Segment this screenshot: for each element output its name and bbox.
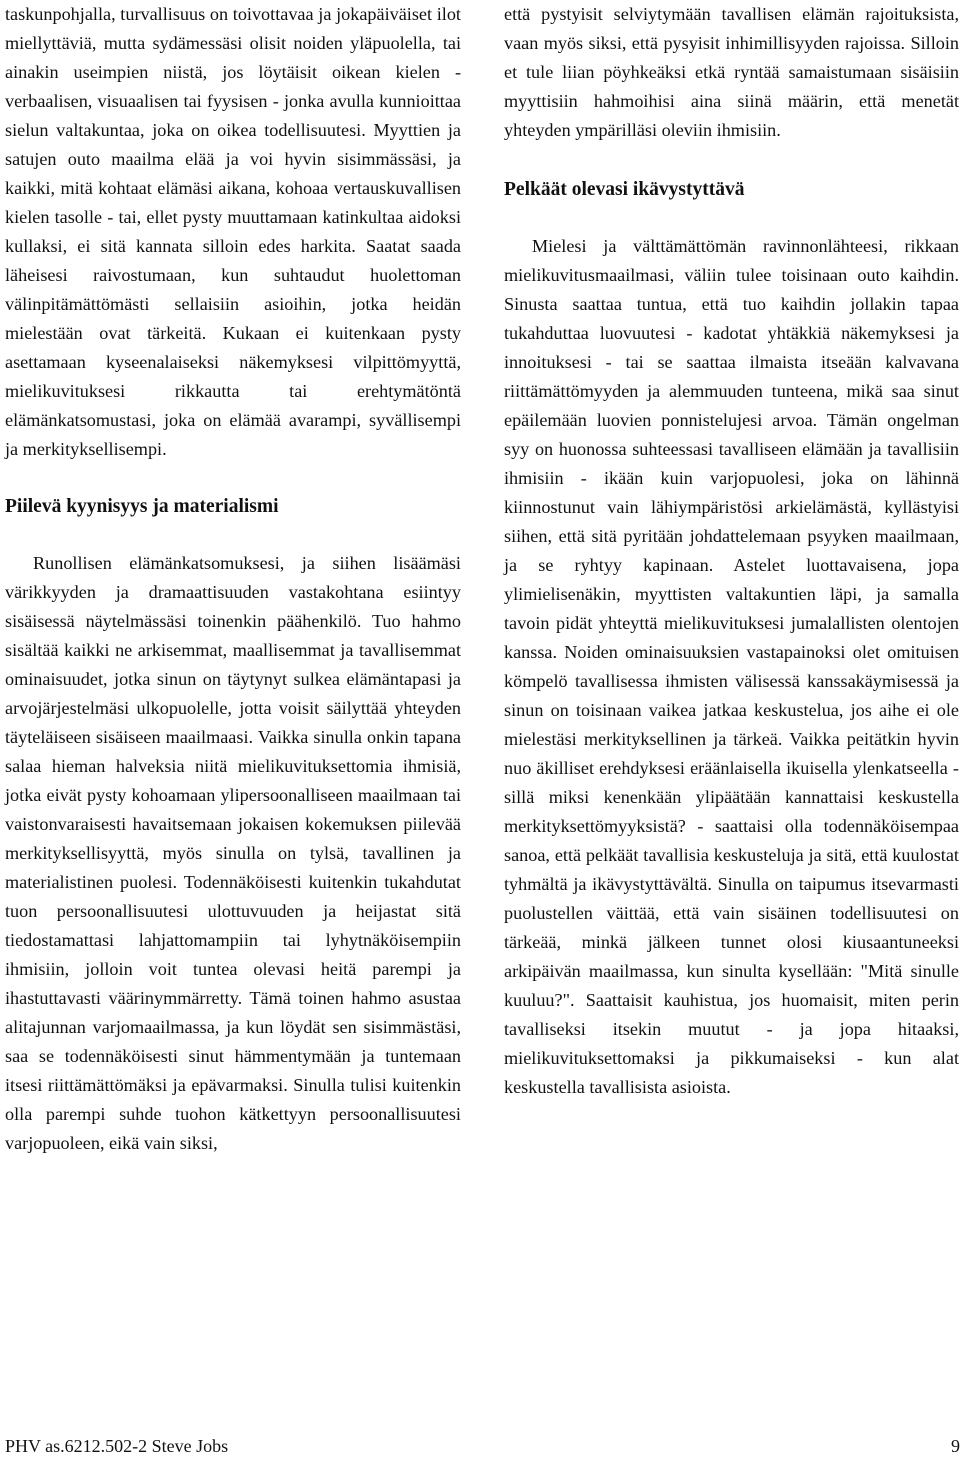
right-column: [504, 0, 959, 1102]
section-heading-cynicism: Piilevä kyynisyys ja materialismi: [5, 496, 279, 517]
right-paragraph-1: että pystyisit selviytymään tavallisen elämän rajoituksista, vaan myös siksi, että pysyisit inhimillisyyden rajoissa. Silloin et tule liian pöyhkeäksi etkä ryntää samaistumaan sisäisiin myyttisiin hahmoihisi aina siinä määrin, että menetät yhteyden ympärilläsi oleviin ihmisiin.: [504, 4, 959, 140]
section-heading-boring: Pelkäät olevasi ikävystyttävä: [504, 179, 745, 200]
right-paragraph-2: Mielesi ja välttämättömän ravinnonlähteesi, rikkaan mielikuvitusmaailmasi, väliin tulee toisinaan outo kaihdin. Sinusta saattaa tuntua, että tuo kaihdin jollakin tapaa tukahduttaa luovuutesi - kadotat yhtäkkiä näkemyksesi ja innoituksesi - tai se saattaa ilmaista itseään kalvavana riittämättömyyden ja alemmuuden tunteena, mikä saa sinut epäilemään luovien ponnistelujesi arvoa. Tämän ongelman syy on huonossa suhteessasi tavalliseen elämään ja tavallisiin ihmisiin - ikään kuin varjopuolesi, joka on lähinnä kiinnostunut vain lähiympäristösi arkielämästä, kyllästyisi siihen, että sitä pyritään johdattelemaan psyyken maailmaan, ja se ryhtyy kapinaan. Astelet luottavaisena, jopa ylimielisenäkin, myyttisten valtakuntien läpi, ja samalla tavoin pidät yhteyttä mielikuvituksesi jumalallisten olentojen kanssa. Noiden ominaisuuksien vastapainoksi olet omituisen kömpelö tavallisessa ihmisten välisessä kanssakäymisessä ja sinun on toisinaan vaikea jatkaa keskustelua, jos aihe ei ole mielestäsi merkityksellinen ja tärkeä. Vaikka peitätkin hyvin nuo äkilliset erehdyksesi eräänlaisella ikuisella ylenkatseella - sillä miksi kenenkään ylipäätään kannattaisi keskustella merkityksettömyyksistä? - saattaisi olla todennäköisempaa sanoa, että pelkäät tavallisia keskusteluja ja sitä, että kuulostat tyhmältä ja ikävystyttävältä. Sinulla on taipumus itsevarmasti puolustellen väittää, että vain sisäinen todellisuutesi on tärkeää, minkä jälkeen tunnet olosi kiusaantuneeksi arkipäivän maailmassa, kun sinulta kysellään: "Mitä sinulle kuuluu?". Saattaisit kauhistua, jos huomaisit, miten perin tavalliseksi itsekin muutut - ja jopa hitaaksi, mielikuvituksettomaksi ja pikkumaiseksi - kun alat keskustella tavallisista asioista.: [504, 236, 959, 1097]
left-paragraph-2: Runollisen elämänkatsomuksesi, ja siihen lisäämäsi värikkyyden ja dramaattisuuden vastakohtana esiintyy sisäisessä näytelmässäsi toinenkin päähenkilö. Tuo hahmo sisältää kaikki ne arkisemmat, maallisemmat ja tavallisemmat ominaisuudet, jotka sinun on täytynyt sulkea elämäntapasi ja arvojärjestelmäsi ulkopuolelle, jotta voisit säilyttää yhteyden täyteläiseen sisäiseen maailmaasi. Vaikka sinulla onkin tapana salaa hieman halveksia niitä mielikuvituksettomia ihmisiä, jotka eivät pysty kohoamaan ylipersoonalliseen maailmaan tai vaistonvaraisesti havaitsemaan jokaisen kokemuksen piilevää merkityksellisyyttä, myös sinulla on tylsä, tavallinen ja materialistinen puolesi. Todennäköisesti kuitenkin tukahdutat tuon persoonallisuutesi ulottuvuuden ja heijastat sitä tiedostamattasi lahjattomampiin tai lyhytnäköisempiin ihmisiin, jolloin voit tuntea olevasi heitä parempi ja ihastuttavasti väärinymmärretty. Tämä toinen hahmo asustaa alitajunnan varjomaailmassa, ja kun löydät sen sisimmästäsi, saa se todennäköisesti sinut hämmentymään ja tuntemaan itsesi riittämättömäksi ja epävarmaksi. Sinulla tulisi kuitenkin olla parempi suhde tuohon kätkettyyn persoonallisuutesi varjopuoleen, eikä vain siksi,: [5, 553, 461, 1153]
page-number: 9: [951, 1436, 960, 1456]
left-column: [5, 0, 461, 1158]
footer-document-id: PHV as.6212.502-2 Steve Jobs: [5, 1436, 229, 1456]
left-paragraph-1: taskunpohjalla, turvallisuus on toivottavaa ja jokapäiväiset ilot miellyttäviä, mutta sydämessäsi olisit noiden yläpuolella, tai ainakin useimpien niistä, jos löytäisit oikean kielen - verbaalisen, visuaalisen tai fyysisen - jonka avulla kunnioittaa sielun valtakuntaa, joka on oikea todellisuutesi. Myyttien ja satujen outo maailma elää ja voi hyvin sisimmässäsi, ja kaikki, mitä kohtaat elämäsi aikana, kohoaa vertauskuvallisen kielen tasolle - tai, ellet pysty muuttamaan katinkultaa aidoksi kullaksi, ei sitä kannata silloin edes harkita. Saatat saada läheisesi raivostumaan, kun suhtaudut huolettoman välinpitämättömästi sellaisiin asioihin, jotka heidän mielestään ovat tärkeitä. Kukaan ei kuitenkaan pysty asettamaan kyseenalaiseksi näkemyksesi vilpittömyyttä, mielikuvituksesi rikkautta tai erehtymätöntä elämänkatsomustasi, joka on elämää avarampi, syvällisempi ja merkityksellisempi.: [5, 4, 461, 459]
